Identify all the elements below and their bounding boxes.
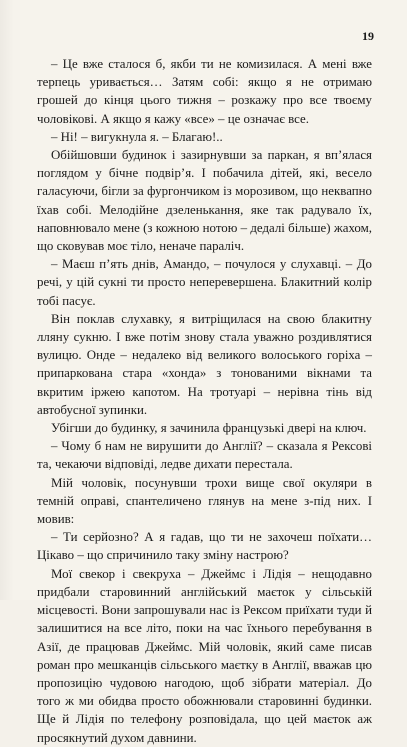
paragraph-7: – Чому б нам не вирушити до Англії? – сказала я Рексові та, чекаючи відповіді, ледве дихати перестала. [37, 439, 372, 472]
paragraph-10: Мої свекор і свекруха – Джеймс і Лідія – нещодавно придбали старовинний англійський маєток у сільській місцевості. Вони запрошували нас із Рексом приїхати туди й залишитися на все літо, поки на час їхнього перебування в Азії, де працював Джеймс. Мій чоловік, який саме писав роман про мешканців сільського маєтку в Англії, вважав цю пропозицію чудовою нагодою, щоб зібрати матеріал. До того ж ми обидва просто обожнювали старовинні будинки. Ще й Лідія по телефону розповідала, що цей маєток аж просякнутий духом давнини. [37, 566, 372, 745]
body-text [37, 55, 372, 747]
paragraph-4: – Маєш п’ять днів, Амандо, – почулося у слухавці. – До речі, у цій сукні ти просто неперевершена. Блакитний колір тобі пасує. [37, 257, 372, 308]
paragraph-5: Він поклав слухавку, я витріщилася на свою блакитну лляну сукню. І вже потім знову стала уважно роздивлятися вулицю. Онде – недалеко від великого волоського горіха – припаркована стара «хонда» з тонованими вікнами та вкритим іржею капотом. На тротуарі – нерівна тінь від автобусної зупинки. [37, 311, 372, 417]
paragraph-1: – Це вже сталося б, якби ти не комизилася. А мені вже терпець уривається… Затям собі: якщо я не отримаю грошей до кінця цього тижня – розкажу про все твоєму чоловікові. А якщо я кажу «все» – це означає все. [37, 57, 372, 126]
paragraph-3: Обійшовши будинок і зазирнувши за паркан, я вп’ялася поглядом у бічне подвір’я. І побачила дітей, які, весело галасуючи, бігли за фургончиком із морозивом, що неквапно їхав собі. Мелодійне дзеленькання, яке так радувало їх, наповнювало мене (з кожною нотою – дедалі більше) жахом, що сковував моє тіло, неначе параліч. [37, 148, 372, 254]
paragraph-8: Мій чоловік, посунувши трохи вище свої окуляри в темній оправі, спантеличено глянув на мене з-під них. І мовив: [37, 475, 372, 527]
paragraph-9: – Ти серйозно? А я гадав, що ти не захочеш поїхати… Цікаво – що спричинило таку зміну настрою? [37, 530, 372, 563]
paragraph-2: – Ні! – вигукнула я. – Благаю!.. [51, 129, 223, 144]
paragraph-6: Убігши до будинку, я зачинила французькі двері на ключ. [51, 421, 367, 436]
page-number: 19 [362, 29, 374, 43]
